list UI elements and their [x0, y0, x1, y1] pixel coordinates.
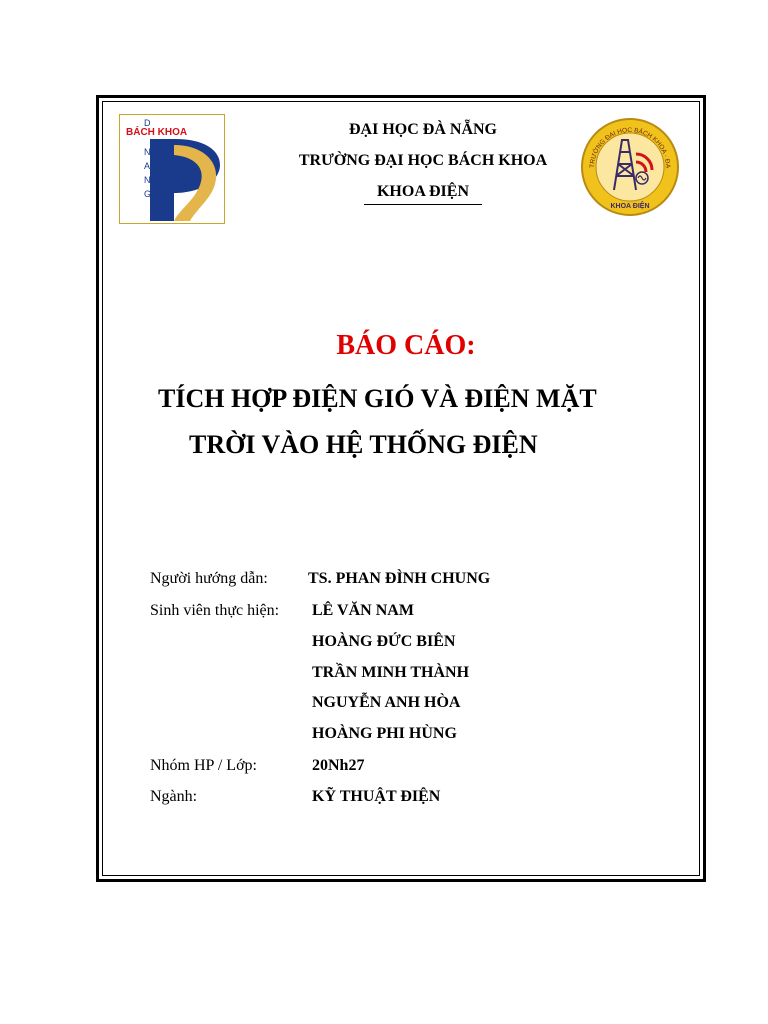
report-title-line-2: TRỜI VÀO HỆ THỐNG ĐIỆN: [189, 430, 538, 459]
logo-letter-n1: N: [144, 147, 151, 157]
student-name-2: HOÀNG ĐỨC BIÊN: [312, 633, 456, 650]
group-label: Nhóm HP / Lớp:: [150, 757, 257, 774]
bach-khoa-logo: [119, 114, 225, 224]
student-name-5: HOÀNG PHI HÙNG: [312, 725, 457, 742]
students-label: Sinh viên thực hiện:: [150, 602, 280, 619]
logo-letter-a: A: [144, 161, 151, 171]
advisor-label: Người hướng dẫn:: [150, 570, 268, 587]
logo-letter-g: G: [144, 189, 152, 199]
faculty-name-text: KHOA ĐIỆN: [364, 183, 482, 205]
advisor-value: TS. PHAN ĐÌNH CHUNG: [308, 570, 491, 587]
seal-ring-text: TRƯỜNG ĐẠI HỌC BÁCH KHOA · ĐẠ: [588, 126, 672, 169]
faculty-name: [250, 183, 596, 205]
logo-brand-text: BÁCH KHOA: [126, 127, 188, 138]
group-value: 20Nh27: [312, 757, 365, 774]
report-label: BÁO CÁO:: [336, 330, 476, 361]
logo-letter-n2: N: [144, 175, 151, 185]
report-title-line-1: TÍCH HỢP ĐIỆN GIÓ VÀ ĐIỆN MẶT: [158, 384, 597, 413]
seal-bottom-text: KHOA ĐIỆN: [610, 203, 650, 210]
student-name-3: TRẦN MINH THÀNH: [312, 664, 470, 681]
major-label: Ngành:: [150, 788, 198, 805]
school-name: TRƯỜNG ĐẠI HỌC BÁCH KHOA: [298, 152, 548, 169]
student-name-1: LÊ VĂN NAM: [312, 602, 414, 619]
university-name: ĐẠI HỌC ĐÀ NẴNG: [349, 121, 497, 138]
logo-letter-d: D: [144, 118, 151, 128]
major-value: KỸ THUẬT ĐIỆN: [312, 788, 441, 805]
student-name-4: NGUYỄN ANH HÒA: [312, 694, 461, 711]
